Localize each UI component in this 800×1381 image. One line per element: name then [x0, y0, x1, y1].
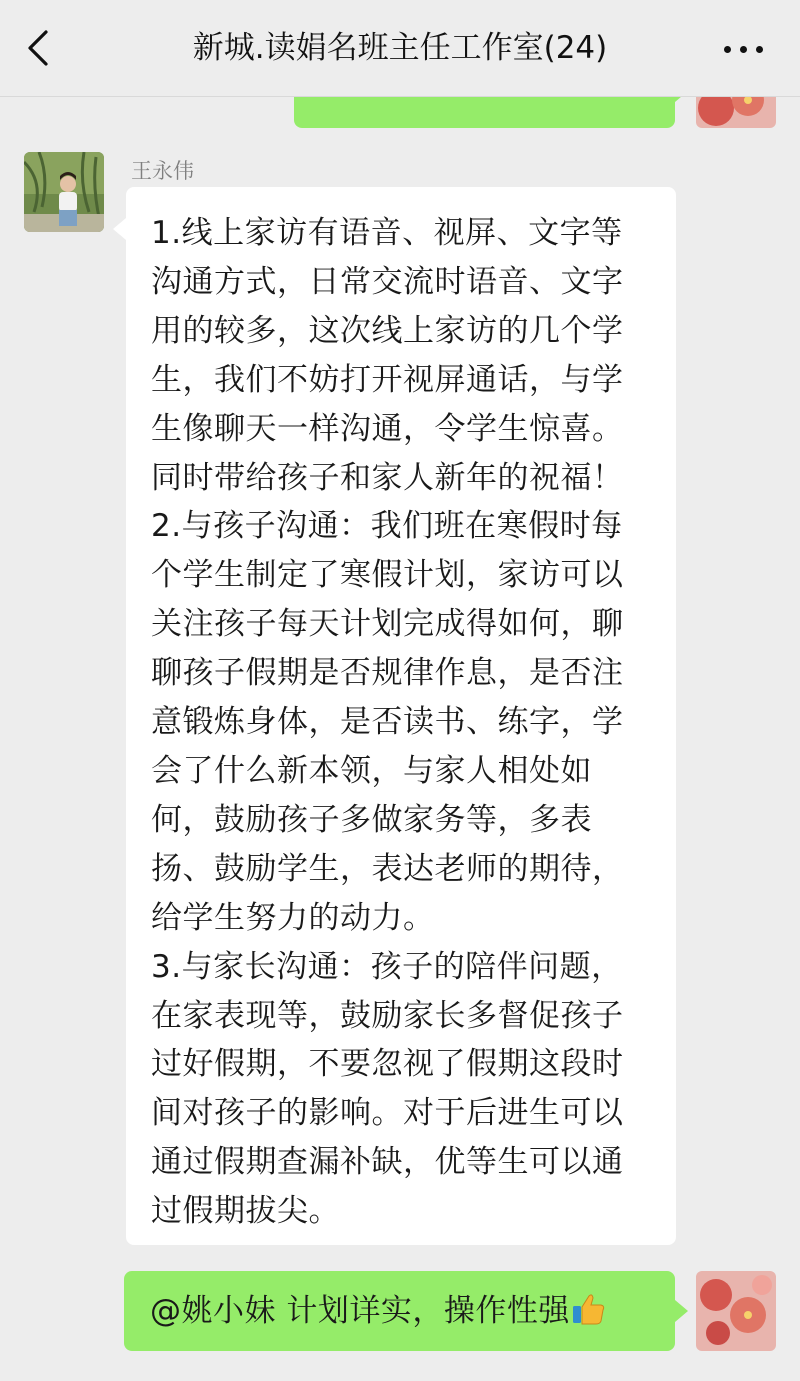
sender-name: 王永伟 — [131, 159, 194, 183]
thumbs-up-icon — [570, 1291, 606, 1327]
incoming-message-bubble[interactable] — [126, 187, 676, 1245]
back-arrow-icon[interactable] — [22, 26, 62, 70]
sender-avatar[interactable] — [24, 1375, 104, 1381]
message-line: 在家表现等，鼓励家长多督促孩子 — [151, 997, 624, 1034]
message-line: 间对孩子的影响。对于后进生可以 — [151, 1095, 624, 1132]
message-text — [151, 209, 676, 1236]
message-line: 过好假期，不要忽视了假期这段时 — [151, 1046, 624, 1083]
sender-avatar[interactable] — [24, 152, 104, 232]
message-line: 沟通方式，日常交流时语音、文字 — [151, 263, 624, 300]
message-line: 扬、鼓励学生，表达老师的期待， — [151, 850, 624, 887]
message-line: 通过假期查漏补缺，优等生可以通 — [151, 1144, 624, 1181]
message-line: 意锻炼身体，是否读书、练字，学 — [151, 704, 624, 741]
message-line: 聊孩子假期是否规律作息，是否注 — [151, 655, 624, 692]
message-line: 何，鼓励孩子多做家务等，多表 — [151, 801, 592, 838]
message-line: 1.线上家访有语音、视屏、文字等 — [151, 215, 623, 251]
outgoing-message-bubble[interactable] — [124, 1271, 675, 1351]
message-line: 2.与孩子沟通：我们班在寒假时每 — [151, 508, 623, 545]
message-line: 用的较多，这次线上家访的几个学 — [151, 312, 624, 349]
message-line: 生像聊天一样沟通，令学生惊喜。 — [151, 410, 624, 447]
chat-header — [0, 0, 800, 97]
message-line: 3.与家长沟通：孩子的陪伴问题， — [151, 948, 623, 985]
message-line: 同时带给孩子和家人新年的祝福！ — [151, 459, 624, 496]
message-line: 个学生制定了寒假计划，家访可以 — [151, 557, 624, 594]
message-line: 生，我们不妨打开视屏通话，与学 — [151, 361, 624, 398]
message-line: 过假期拔尖。 — [151, 1193, 340, 1230]
message-line: 关注孩子每天计划完成得如何，聊 — [151, 606, 624, 643]
message-line: 会了什么新本领，与家人相处如 — [151, 752, 592, 789]
more-options-icon[interactable] — [722, 34, 766, 62]
chat-title: 新城.读娟名班主任工作室(24) — [192, 30, 608, 66]
message-line: 给学生努力的动力。 — [151, 899, 435, 936]
my-avatar[interactable] — [696, 1271, 776, 1351]
bubble-tail — [675, 1300, 688, 1322]
message-text: @姚小妹 计划详实，操作性强 — [150, 1293, 570, 1329]
bubble-tail — [113, 218, 126, 240]
